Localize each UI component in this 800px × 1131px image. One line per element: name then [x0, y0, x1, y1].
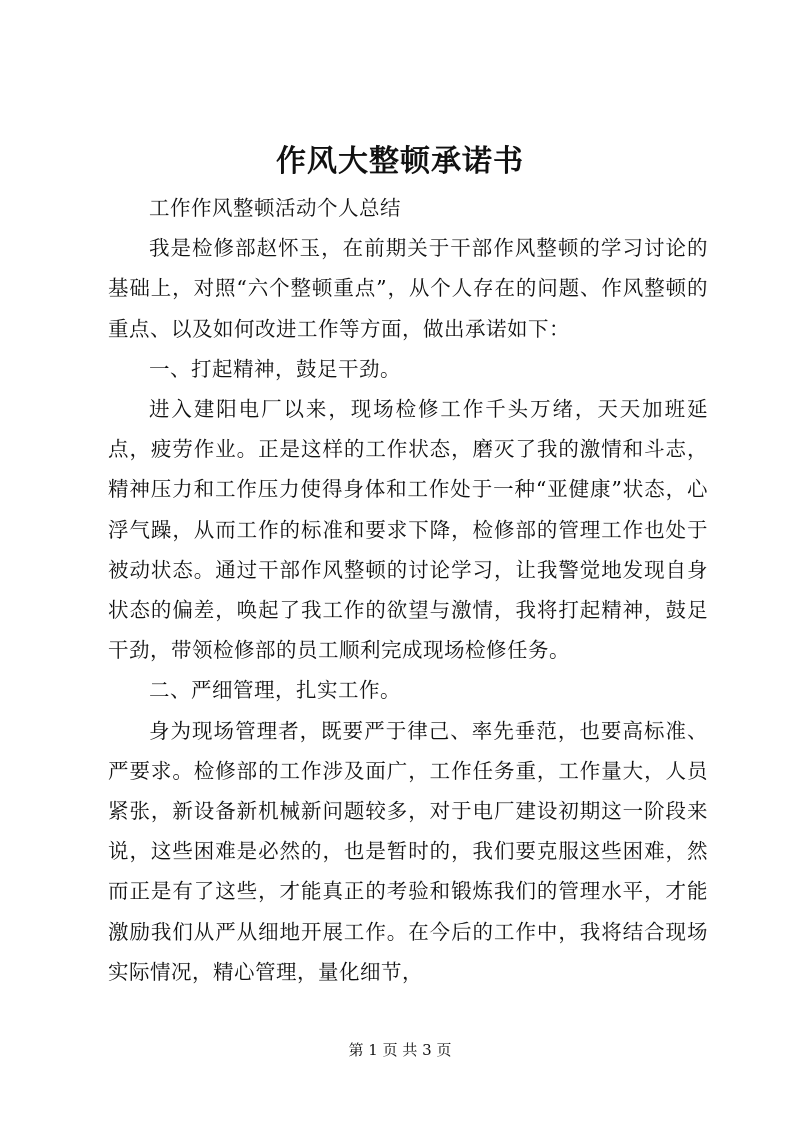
section-heading-2: 二、严细管理，扎实工作。	[149, 678, 401, 703]
section-heading-1: 一、打起精神，鼓足干劲。	[149, 356, 401, 381]
paragraph-section-2: 身为现场管理者，既要严于律己、率先垂范，也要高标准、严要求。检修部的工作涉及面广，工作任务重，工作量大，人员紧张，新设备新机械新问题较多，对于电厂建设初期这一阶段来说，这些困难是必然的，也是暂时的，我们要克服这些困难，然而正是有了这些，才能真正的考验和锻炼我们的管理水平，才能激励我们从严从细地开展工作。在今后的工作中，我将结合现场实际情况，精心管理，量化细节，	[108, 718, 708, 984]
paragraph-subtitle: 工作作风整顿活动个人总结	[149, 196, 401, 220]
document-title: 作风大整顿承诺书	[276, 144, 524, 179]
document-body	[108, 188, 708, 992]
paragraph-intro: 我是检修部赵怀玉，在前期关于干部作风整顿的学习讨论的基础上，对照“六个整顿重点”，从个人存在的问题、作风整顿的重点、以及如何改进工作等方面，做出承诺如下：	[108, 236, 708, 341]
page-footer: 第 1 页 共 3 页	[348, 1041, 452, 1059]
paragraph-section-1: 进入建阳电厂以来，现场检修工作千头万绪，天天加班延点，疲劳作业。正是这样的工作状态，磨灭了我的激情和斗志，精神压力和工作压力使得身体和工作处于一种“亚健康”状态，心浮气躁，从而工作的标准和要求下降，检修部的管理工作也处于被动状态。通过干部作风整顿的讨论学习，让我警觉地发现自身状态的偏差，唤起了我工作的欲望与激情，我将打起精神，鼓足干劲，带领检修部的员工顺利完成现场检修任务。	[108, 397, 708, 663]
